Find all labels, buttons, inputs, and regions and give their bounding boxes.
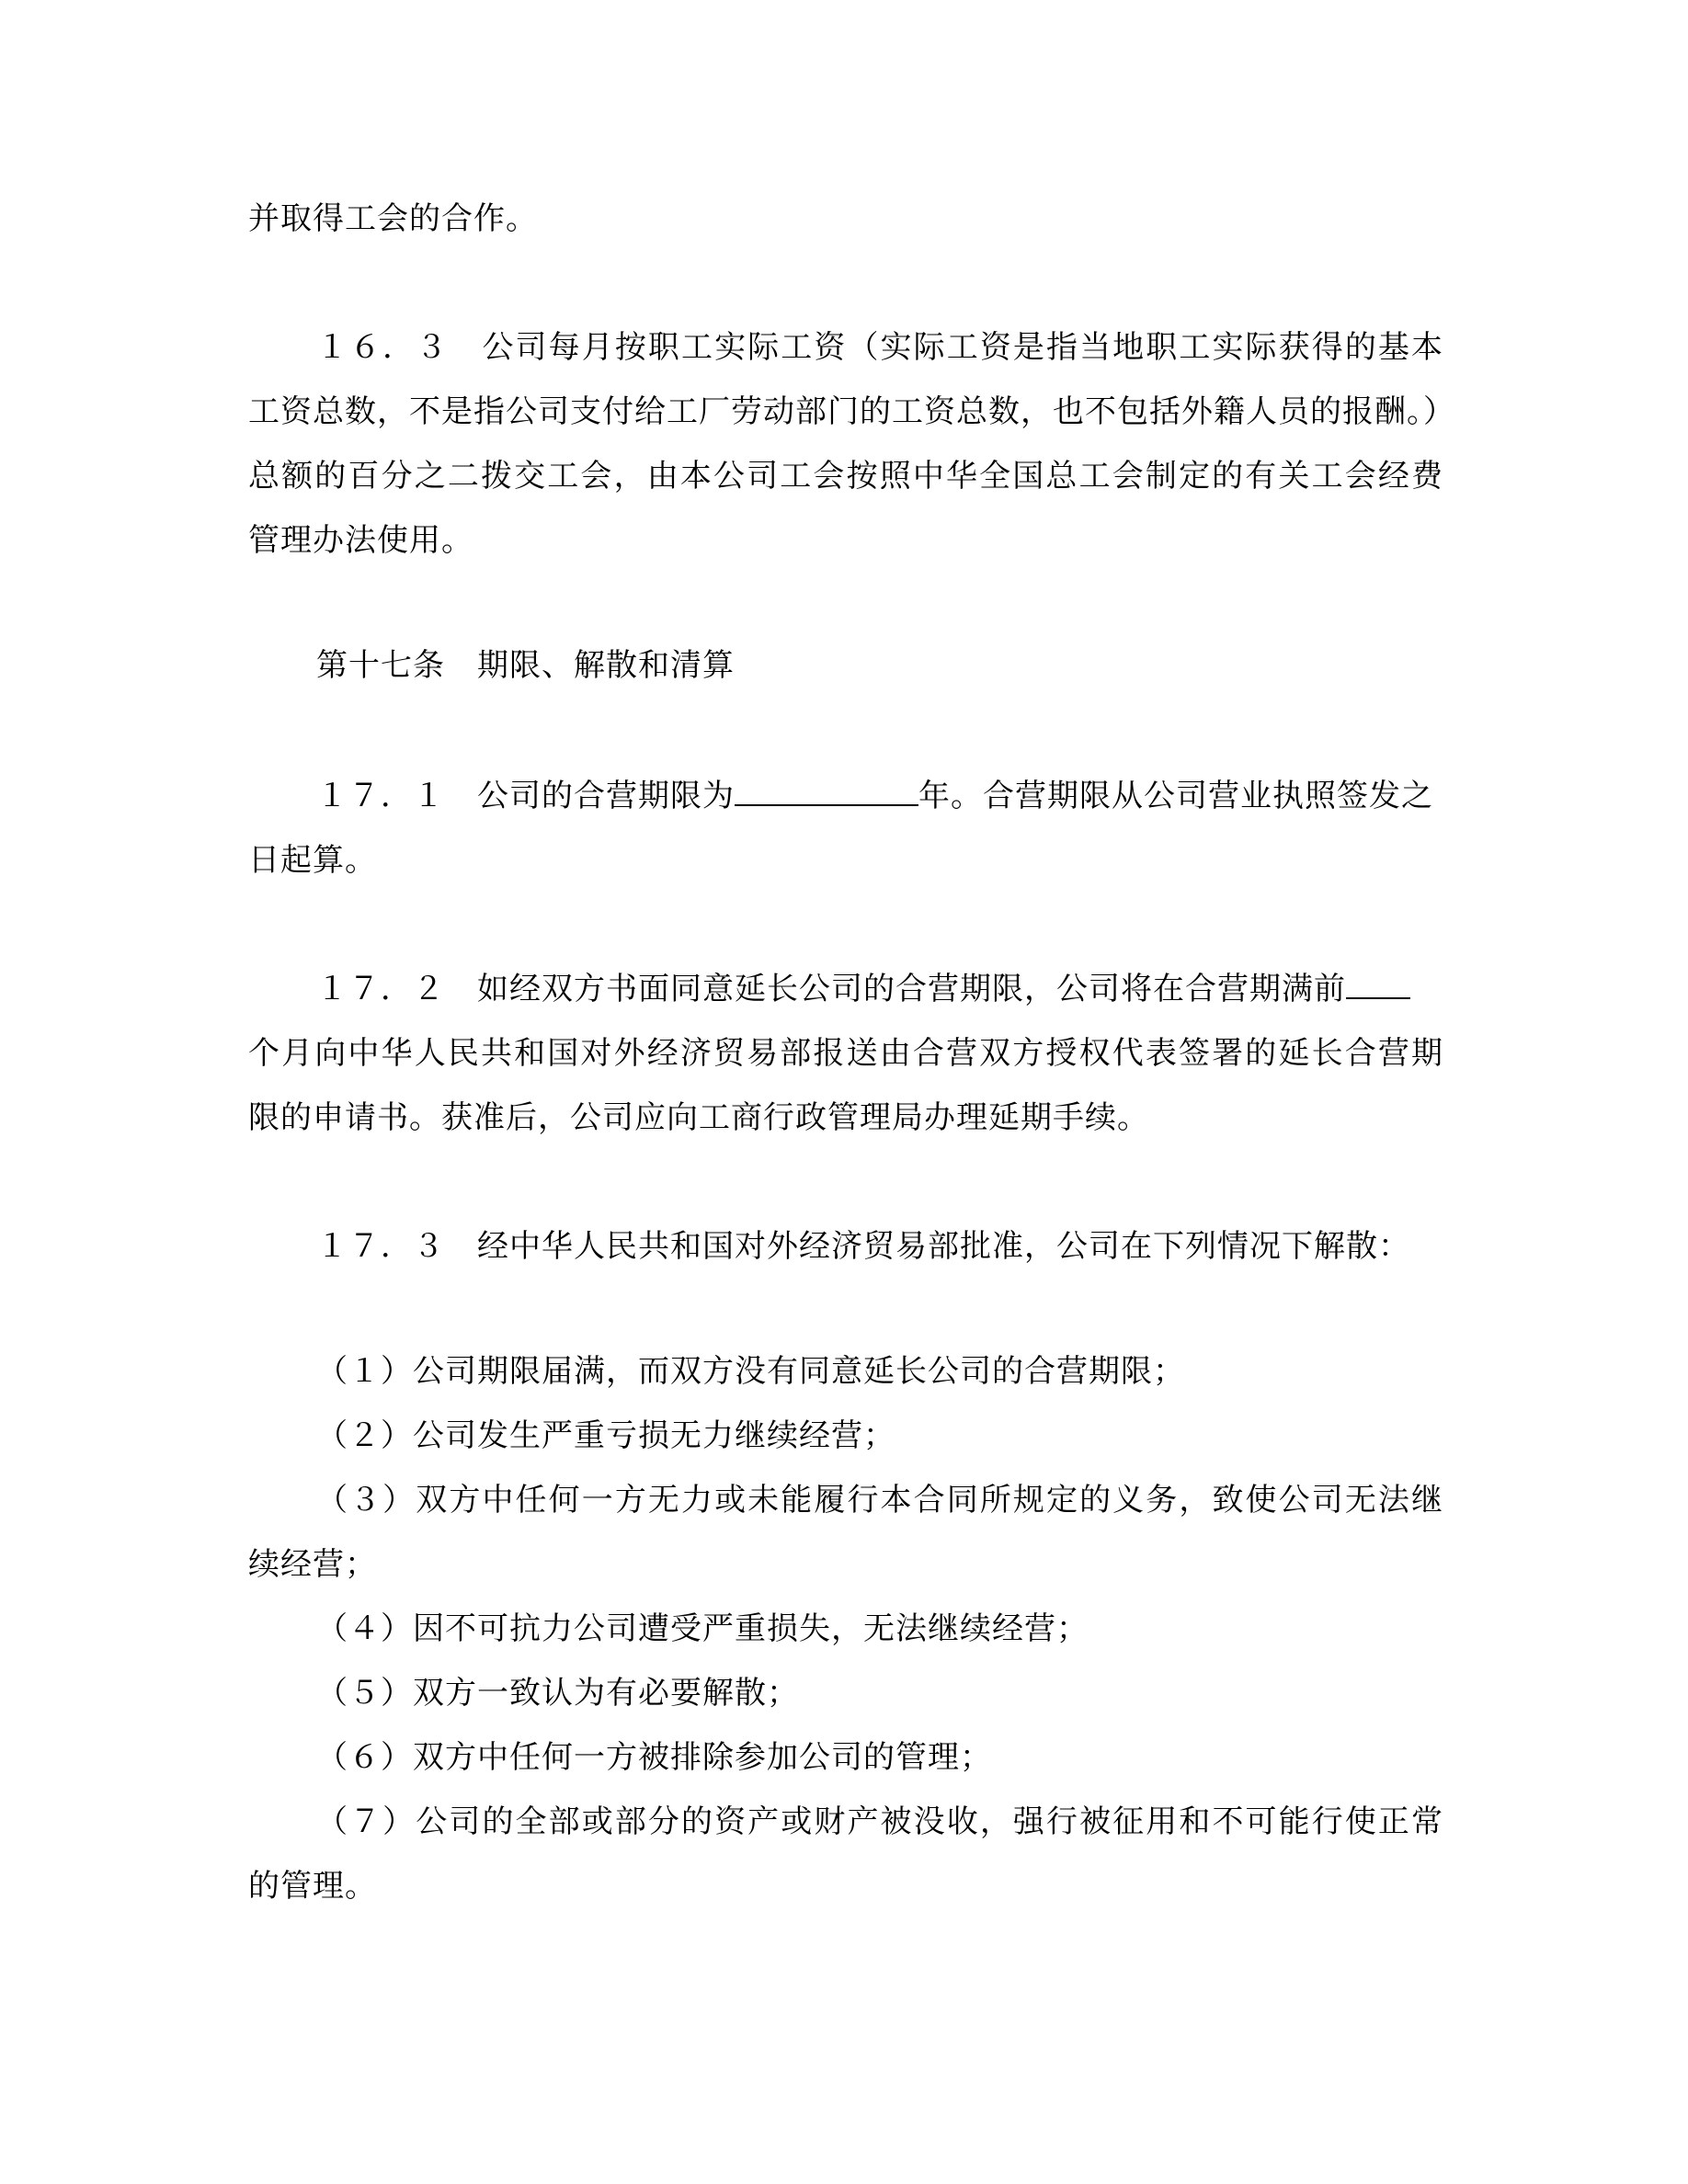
list-item-7-line-1: （７）公司的全部或部分的资产或财产被没收，强行被征用和不可能行使正常 [316, 1803, 1443, 1840]
clause-17-1-line-1 [316, 776, 1443, 816]
clause-17-2-line-3: 限的申请书。获准后，公司应向工商行政管理局办理延期手续。 [248, 1099, 1149, 1136]
months-blank [1346, 970, 1410, 999]
list-item-7-line-2: 的管理。 [248, 1868, 377, 1905]
list-item-1: （１）公司期限届满，而双方没有同意延长公司的合营期限； [316, 1353, 1185, 1390]
list-item-6: （６）双方中任何一方被排除参加公司的管理； [316, 1739, 992, 1776]
list-item-3-line-2: 续经营； [248, 1546, 377, 1583]
list-item-4: （４）因不可抗力公司遭受严重损失，无法继续经营； [316, 1610, 1089, 1647]
clause-16-3-line-3: 总额的百分之二拨交工会，由本公司工会按照中华全国总工会制定的有关工会经费 [248, 458, 1443, 495]
paragraph-union-cooperation: 并取得工会的合作。 [248, 200, 538, 237]
clause-17-3: １７．３ 经中华人民共和国对外经济贸易部批准，公司在下列情况下解散： [316, 1228, 1410, 1265]
clause-17-1-line-2: 日起算。 [248, 842, 377, 879]
clause-17-2-text-a: １７．２ 如经双方书面同意延长公司的合营期限，公司将在合营期满前 [316, 971, 1346, 1007]
clause-17-2-line-1 [316, 969, 1443, 1009]
clause-16-3-line-2: 工资总数，不是指公司支付给工厂劳动部门的工资总数，也不包括外籍人员的报酬。） [248, 393, 1455, 430]
clause-17-1-text-b: 年。合营期限从公司营业执照签发之 [918, 778, 1433, 814]
clause-16-3-line-4: 管理办法使用。 [248, 522, 473, 559]
list-item-3-line-1: （３）双方中任何一方无力或未能履行本合同所规定的义务，致使公司无法继 [316, 1482, 1443, 1519]
clause-17-1-text-a: １７．１ 公司的合营期限为 [316, 778, 735, 814]
term-years-blank [735, 777, 918, 806]
clause-16-3-line-1: １６．３ 公司每月按职工实际工资（实际工资是指当地职工实际获得的基本 [316, 329, 1443, 366]
list-item-5: （５）双方一致认为有必要解散； [316, 1675, 799, 1712]
list-item-2: （２）公司发生严重亏损无力继续经营； [316, 1417, 895, 1454]
clause-17-2-line-2: 个月向中华人民共和国对外经济贸易部报送由合营双方授权代表签署的延长合营期 [248, 1035, 1443, 1072]
article-17-heading: 第十七条 期限、解散和清算 [316, 647, 735, 684]
